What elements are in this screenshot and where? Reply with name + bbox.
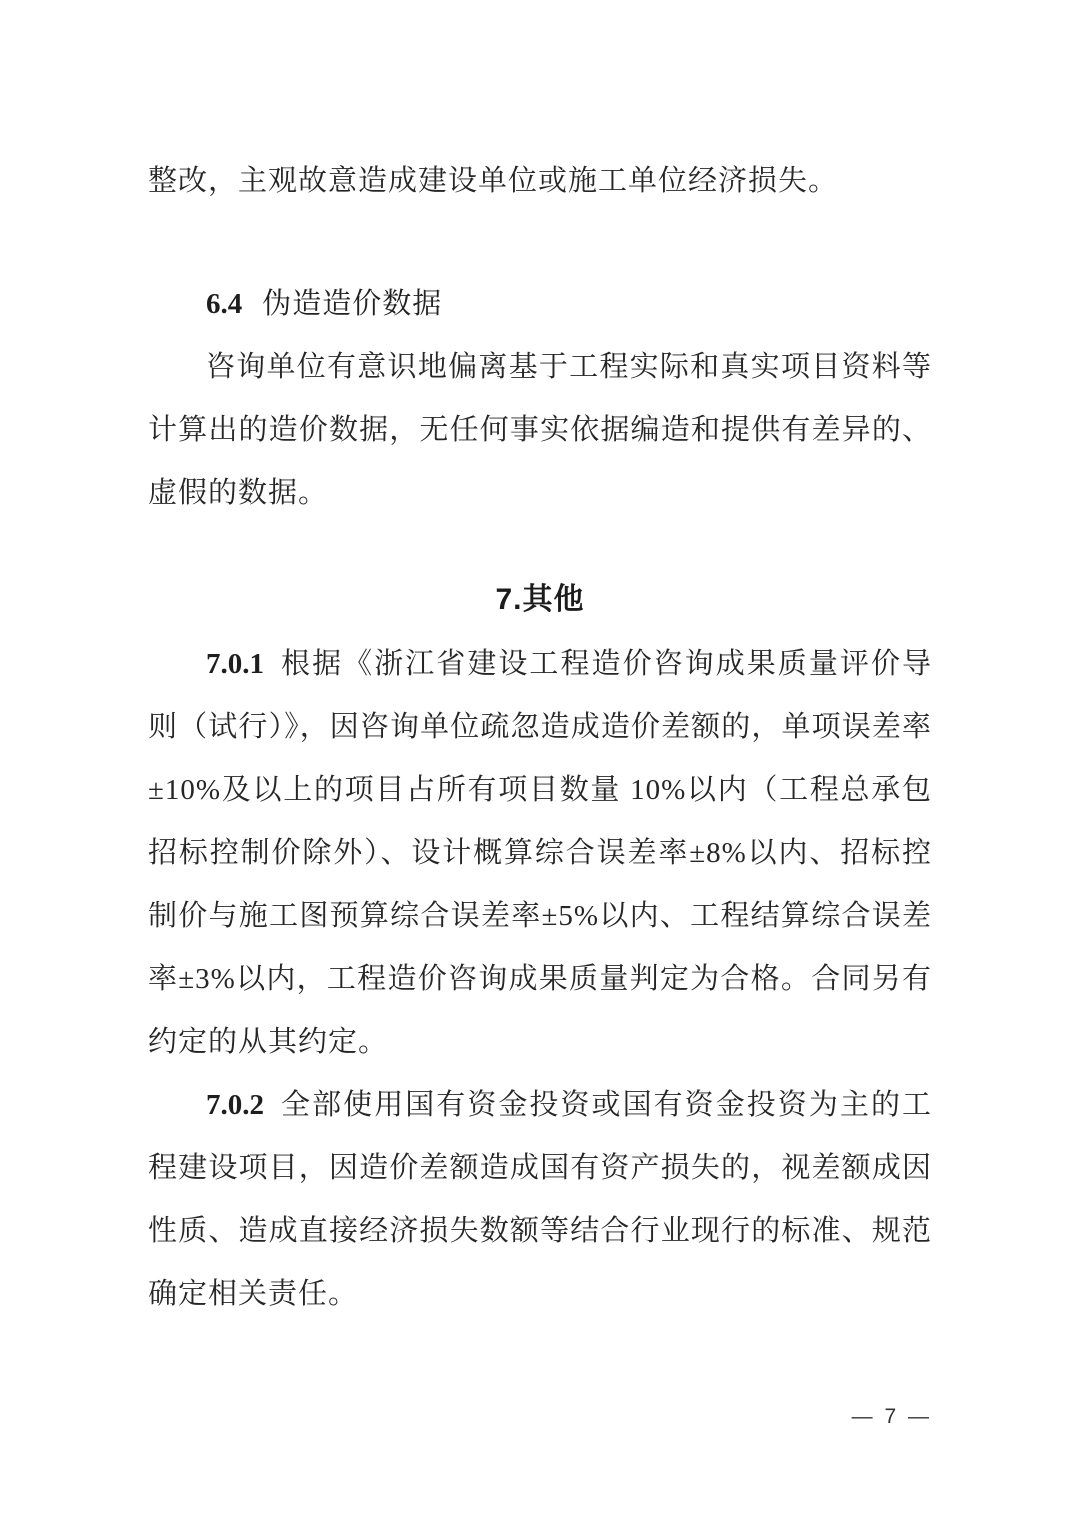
clause-text-7-0-2: 全部使用国有资金投资或国有资金投资为主的工程建设项目，因造价差额造成国有资产损失的，视差额成因性质、造成直接经济损失数额等结合行业现行的标准、规范确定相关责任。 [148, 1089, 932, 1310]
section-heading-6-4 [148, 273, 932, 336]
continuation-paragraph: 整改，主观故意造成建设单位或施工单位经济损失。 [148, 165, 839, 197]
clause-text-7-0-1: 根据《浙江省建设工程造价咨询成果质量评价导则（试行）》，因咨询单位疏忽造成造价差额的，单项误差率±10%及以上的项目占所有项目数量 10%以内（工程总承包招标控制价除外）、设计概算综合误差率±8%以内、招标控制价与施工图预算综合误差率±5%以内、工程结算综合误差率±3%以内，工程造价咨询成果质量判定为合格。合同另有约定的从其约定。 [148, 648, 932, 1058]
chapter-heading-7: 7.其他 [495, 583, 585, 616]
clause-7-0-1 [148, 633, 932, 1074]
page-number: — 7 — [851, 1405, 932, 1428]
section-6-4-body: 咨询单位有意识地偏离基于工程实际和真实项目资料等计算出的造价数据，无任何事实依据编造和提供有差异的、虚假的数据。 [148, 351, 932, 509]
clause-number-7-0-1: 7.0.1 [206, 648, 264, 680]
section-number-6-4: 6.4 [206, 288, 243, 320]
page-content [148, 0, 932, 1326]
section-title-6-4: 伪造造价数据 [262, 288, 443, 320]
clause-number-7-0-2: 7.0.2 [206, 1089, 264, 1121]
clause-7-0-2 [148, 1074, 932, 1326]
